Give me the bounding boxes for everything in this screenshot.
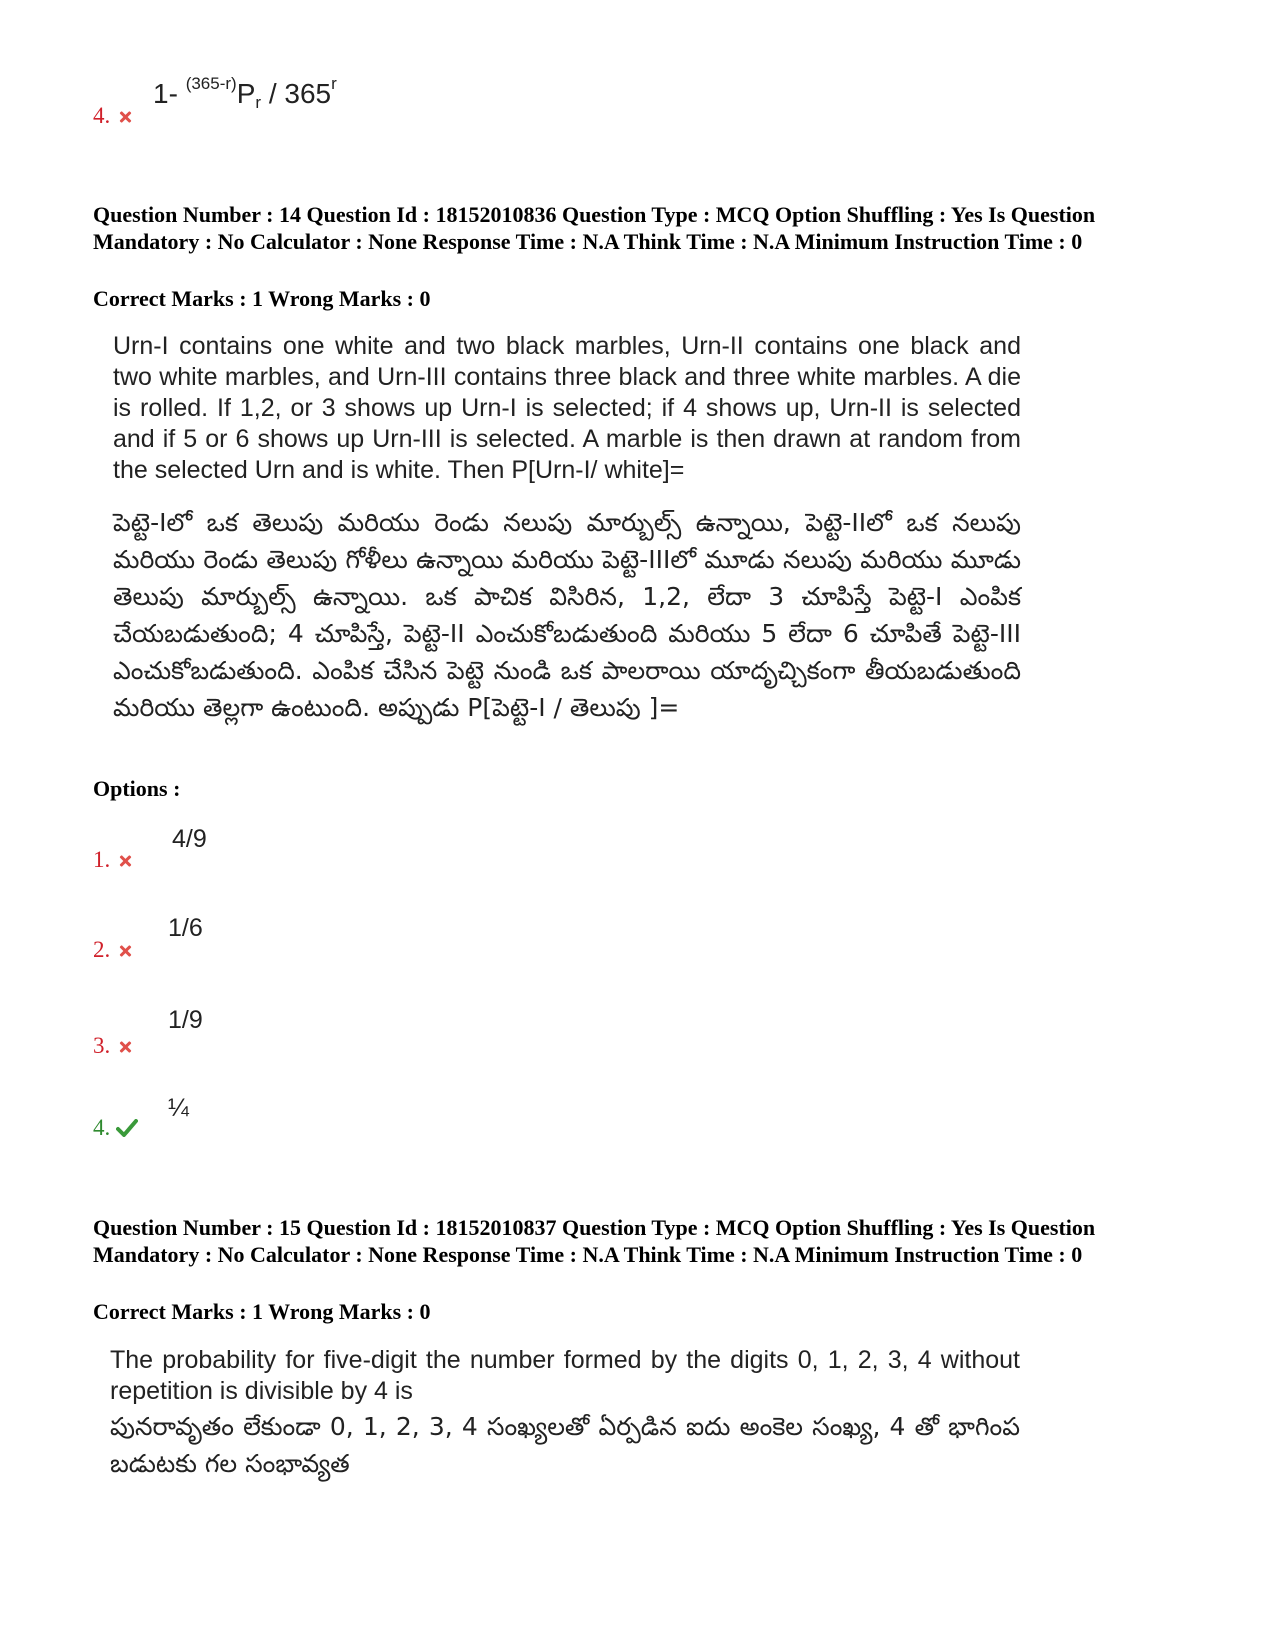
q14-meta: Question Number : 14 Question Id : 18152010836 Question Type : MCQ Option Shuffling : Yes Is Question Mandatory : No Calculator : None Response Time : N.A Think Time : N.A Minimum Instruction Time : 0 (93, 202, 1096, 254)
formula-mid: / 365 (261, 78, 332, 109)
cross-icon (118, 110, 132, 124)
q15-marks: Correct Marks : 1 Wrong Marks : 0 (93, 1299, 431, 1324)
formula-prefix: 1- (153, 78, 186, 109)
q15-question-english: The probability for five-digit the number formed by the digits 0, 1, 2, 3, 4 without repetition is divisible by 4 is (110, 1346, 1020, 1405)
q14-option-1-number: 1. (93, 847, 132, 873)
q14-option-4-number: 4. (93, 1115, 138, 1141)
cross-icon (118, 854, 132, 868)
q14-option-1-value: 4/9 (172, 825, 207, 853)
check-icon (110, 1115, 138, 1140)
formula-sub: r (255, 93, 262, 112)
q14-marks: Correct Marks : 1 Wrong Marks : 0 (93, 286, 431, 311)
q14-question-telugu: పెట్టె-Iలో ఒక తెలుపు మరియు రెండు నలుపు మార్బుల్స్ ఉన్నాయి, పెట్టె-IIలో ఒక నలుపు మరియు రెండు తెలుపు గోళీలు ఉన్నాయి మరియు పెట్టె-IIIలో మూడు నలుపు మరియు మూడు తెలుపు మార్బుల్స్ ఉన్నాయి. ఒక పాచిక విసిరిన, 1,2, లేదా 3 చూపిస్తే పెట్టె-I ఎంపిక చేయబడుతుంది; 4 చూపిస్తే, పెట్టె-II ఎంచుకోబడుతుంది మరియు 5 లేదా 6 చూపితే పెట్టె-III ఎంచుకోబడుతుంది. ఎంపిక చేసిన పెట్టె నుండి ఒక పాలరాయి యాదృచ్చికంగా తీయబడుతుంది మరియు తెల్లగా ఉంటుంది. అప్పుడు P[పెట్టె-I / తెలుపు ]= (113, 508, 1021, 722)
previous-option-4-formula (153, 74, 337, 113)
cross-icon (118, 944, 132, 958)
formula-p: P (236, 78, 256, 109)
q14-option-2-number: 2. (93, 937, 132, 963)
cross-icon (118, 1040, 132, 1054)
q14-option-3-value: 1/9 (168, 1006, 203, 1034)
q14-option-4-value: ¼ (168, 1094, 189, 1122)
formula-sup: (365-r) (185, 74, 237, 93)
q14-options-label: Options : (93, 776, 181, 801)
q15-question-telugu: పునరావృతం లేకుండా 0, 1, 2, 3, 4 సంఖ్యలతో ఏర్పడిన ఐదు అంకెల సంఖ్య, 4 తో భాగింప బడుటకు గల సంభావ్యత (110, 1412, 1020, 1478)
q14-option-2-value: 1/6 (168, 914, 203, 942)
formula-exp: r (331, 74, 337, 93)
previous-option-4-number: 4. (93, 103, 132, 129)
q14-option-3-number: 3. (93, 1033, 132, 1059)
q15-meta: Question Number : 15 Question Id : 18152010837 Question Type : MCQ Option Shuffling : Yes Is Question Mandatory : No Calculator : None Response Time : N.A Think Time : N.A Minimum Instruction Time : 0 (93, 1215, 1096, 1267)
q14-question-english: Urn-I contains one white and two black marbles, Urn-II contains one black and two white marbles, and Urn-III contains three black and three white marbles. A die is rolled. If 1,2, or 3 shows up Urn-I is selected; if 4 shows up, Urn-II is selected and if 5 or 6 shows up Urn-III is selected. A marble is then drawn at random from the selected Urn and is white. Then P[Urn-I/ white]= (113, 332, 1021, 484)
